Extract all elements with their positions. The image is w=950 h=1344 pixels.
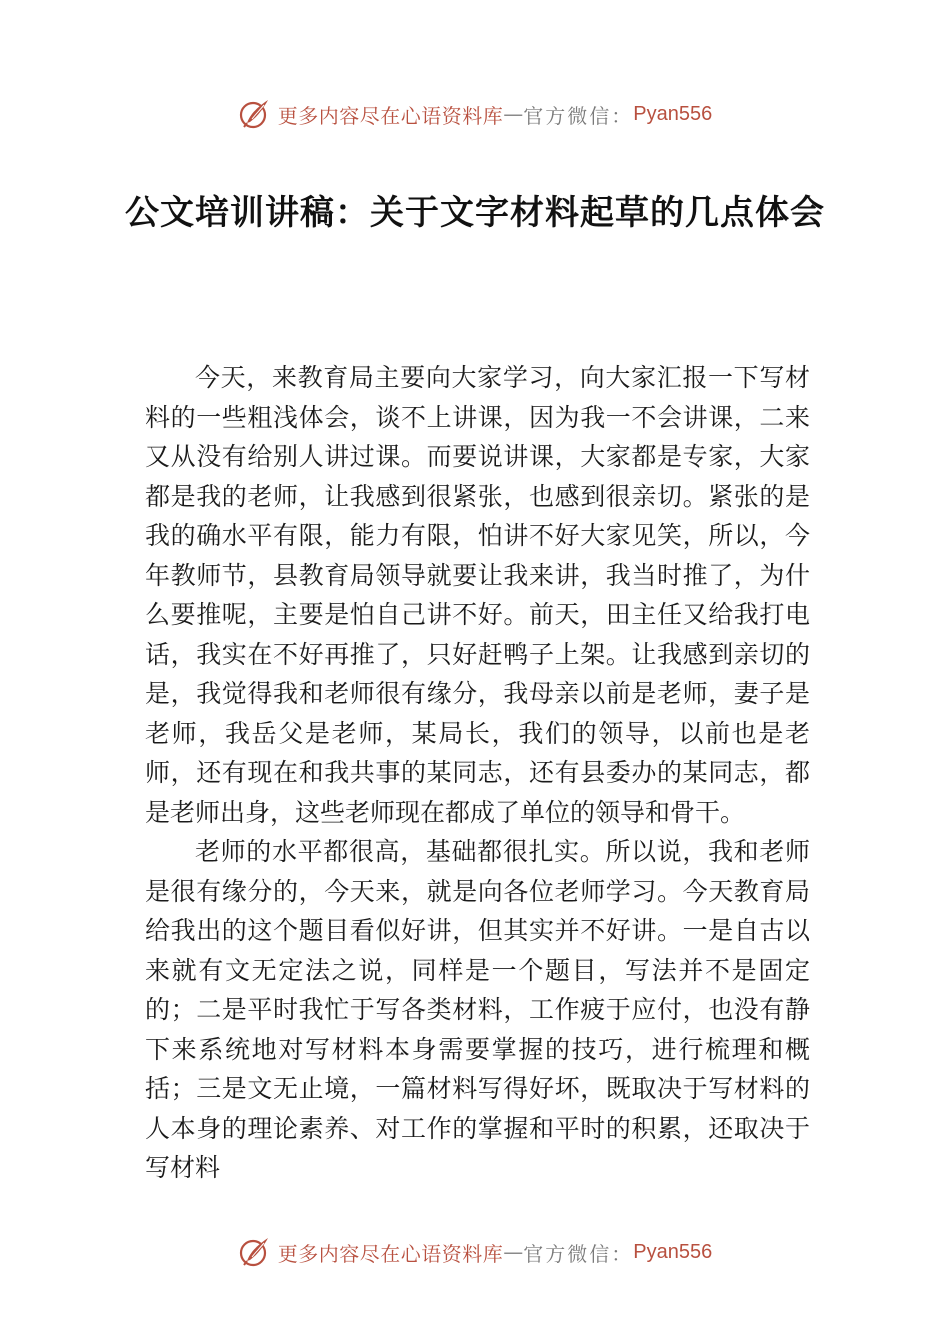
watermark-dash: — bbox=[503, 102, 524, 126]
document-body bbox=[145, 358, 810, 1188]
quill-pen-logo-icon bbox=[238, 97, 272, 131]
body-paragraph-2: 老师的水平都很高，基础都很扎实。所以说，我和老师是很有缘分的，今天来，就是向各位老师学习。今天教育局给我出的这个题目看似好讲，但其实并不好讲。一是自古以来就有文无定法之说，同样是一个题目，写法并不是固定的；二是平时我忙于写各类材料，工作疲于应付，也没有静下来系统地对写材料本身需要掌握的技巧，进行梳理和概括；三是文无止境，一篇材料写得好坏，既取决于写材料的人本身的理论素养、对工作的掌握和平时的积累，还取决于写材料 bbox=[145, 837, 810, 1182]
header-watermark bbox=[0, 94, 950, 134]
document-title: 公文培训讲稿：关于文字材料起草的几点体会 bbox=[125, 193, 825, 233]
watermark-wechat-id: Pyan556 bbox=[633, 1240, 713, 1263]
watermark-site-text: 更多内容尽在心语资料库 bbox=[277, 103, 504, 128]
watermark-dash: — bbox=[503, 1240, 524, 1264]
watermark-wechat-label: 官方微信： bbox=[523, 1241, 634, 1266]
watermark-wechat-label: 官方微信： bbox=[523, 103, 634, 128]
quill-pen-logo-icon bbox=[238, 1235, 272, 1269]
watermark-site-text: 更多内容尽在心语资料库 bbox=[277, 1241, 504, 1266]
watermark-wechat-id: Pyan556 bbox=[633, 102, 713, 125]
body-paragraph-1: 今天，来教育局主要向大家学习，向大家汇报一下写材料的一些粗浅体会，谈不上讲课，因为我一不会讲课，二来又从没有给别人讲过课。而要说讲课，大家都是专家，大家都是我的老师，让我感到很紧张，也感到很亲切。紧张的是我的确水平有限，能力有限，怕讲不好大家见笑，所以，今年教师节，县教育局领导就要让我来讲，我当时推了，为什么要推呢，主要是怕自己讲不好。前天，田主任又给我打电话，我实在不好再推了，只好赶鸭子上架。让我感到亲切的是，我觉得我和老师很有缘分，我母亲以前是老师，妻子是老师，我岳父是老师，某局长，我们的领导，以前也是老师，还有现在和我共事的某同志，还有县委办的某同志，都是老师出身，这些老师现在都成了单位的领导和骨干。 bbox=[145, 363, 810, 827]
footer-watermark bbox=[0, 1232, 950, 1272]
